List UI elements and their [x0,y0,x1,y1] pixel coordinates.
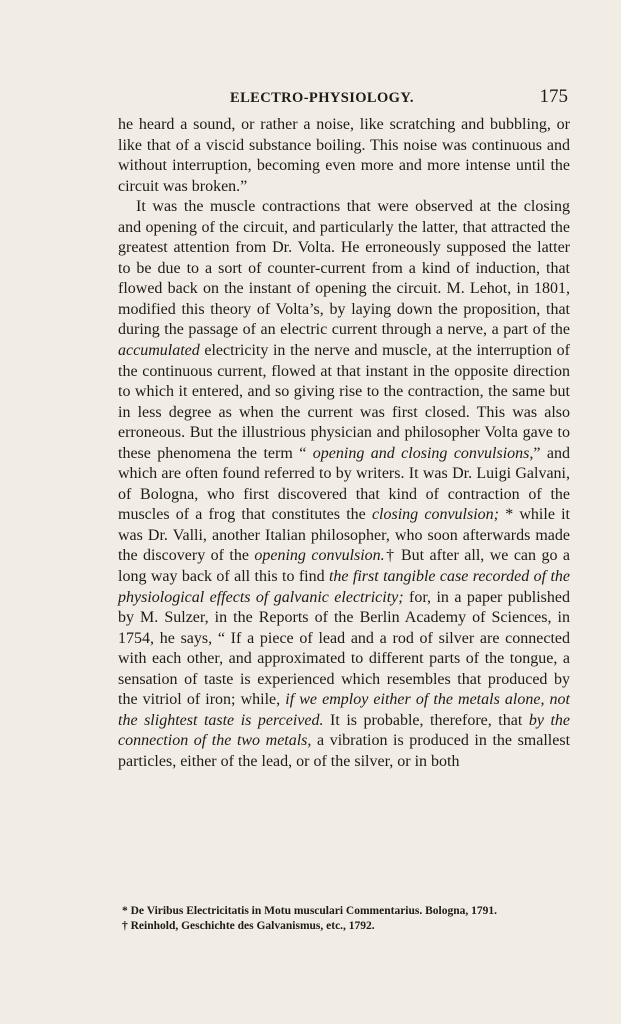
running-head: ELECTRO-PHYSIOLOGY. [230,90,414,106]
text-run: It was the muscle contractions that were observed at the closing and opening of the circuit, and particularly the latter, that attracted the greatest attention from Dr. Volta. He erroneously supposed the latter to be due to a sort of counter-current from a kind of induction, that flowed back on the instant of opening the circuit. M. Lehot, in 1801, modified this theory of Volta’s, by laying down the proposition, that during the passage of an electric current through a nerve, a part of the [118,198,570,339]
page-header [118,86,570,112]
text-run: electricity in the nerve and muscle, at the interruption of the continuous current, flowed at that instant in the opposite direction to which it entered, and so giving rise to the contraction, the same but in less degree as when the current was first closed. This was also erroneous. But the illustrious physician and philosopher Volta gave to these phenomena the term “ [118,342,570,462]
italic-run: if we employ either of the metals alone, not the slightest taste is perceived. [118,691,570,729]
footnote-2: † Reinhold, Geschichte des Galvanismus, etc., 1792. [122,920,375,932]
paragraph-continued: he heard a sound, or rather a noise, like scratching and bubbling, or like that of a viscid substance boiling. This noise was continuous and without interruption, becoming even more and more intense until the circuit was broken.” [118,116,570,195]
body-text [118,115,570,773]
italic-run: the first tangible case recorded of the physiological effects of galvanic electricity; [118,568,571,606]
text-run: † But after all, we can go a long way back of all this to find [118,547,570,586]
text-run: * while it was Dr. Valli, another Italian philosopher, who soon afterwards made the discovery of the [118,506,571,565]
page-number: 175 [539,86,568,107]
italic-run: opening convulsion. [254,547,385,565]
paragraph-volta [118,197,570,772]
text-run: ” and which are often found referred to by writers. It was Dr. Luigi Galvani, of Bologna, who first discovered that kind of contraction of the muscles of a frog that constitutes the [118,444,571,524]
text-run: a vibration is produced in the smallest particles, either of the lead, or of the silver, or in both [118,732,571,770]
italic-run: closing convulsion; [371,506,499,524]
footnotes [118,904,570,934]
italic-run: accumulated [118,342,200,360]
text-run: It is probable, therefore, that [323,711,529,729]
footnote-1: * De Viribus Electricitatis in Motu musculari Commentarius. Bologna, 1791. [122,905,498,917]
italic-run: by the connection of the two metals, [118,711,570,750]
italic-run: opening and closing convulsions, [312,444,534,462]
text-run: for, in a paper published by M. Sulzer, in the Reports of the Berlin Academy of Sciences, in 1754, he says, “ If a piece of lead and a rod of silver are connected with each other, and approximated to different parts of the tongue, a sensation of taste is experienced which resembles that produced by the vitriol of iron; while, [118,588,571,709]
